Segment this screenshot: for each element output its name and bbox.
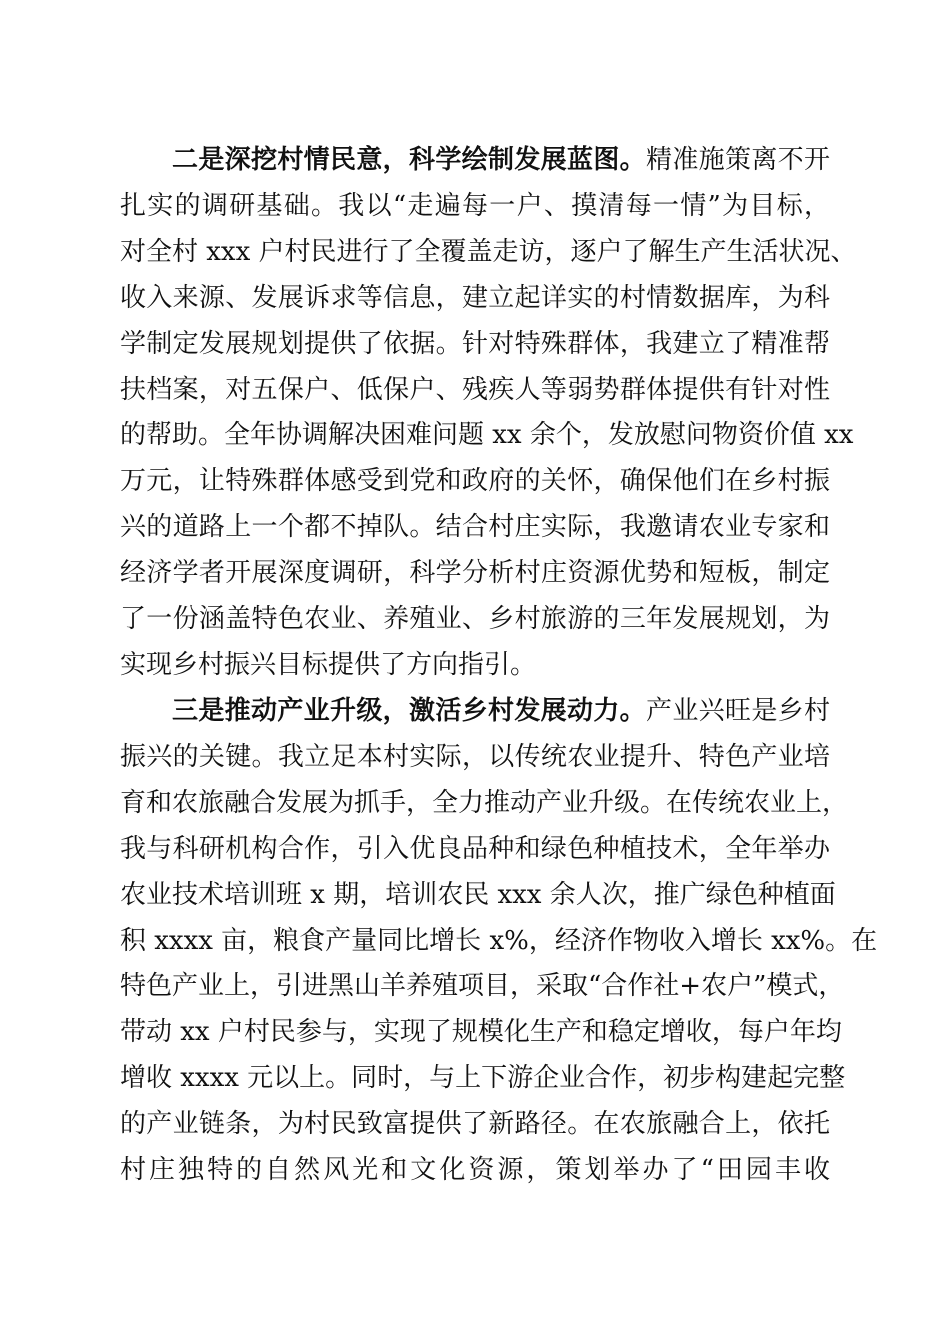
paragraph-2-line-6: 积 xxxx 亩，粮食产量同比增长 x%，经济作物收入增长 xx%。在 bbox=[120, 926, 878, 956]
paragraph-2-line-2: 振兴的关键。我立足本村实际，以传统农业提升、特色产业培 bbox=[120, 742, 830, 772]
paragraph-1-line-6: 扶档案，对五保户、低保户、残疾人等弱势群体提供有针对性 bbox=[120, 375, 830, 405]
paragraph-1-line-7: 的帮助。全年协调解决困难问题 xx 余个，发放慰问物资价值 xx bbox=[120, 420, 854, 450]
paragraph-1-lead: 二是深挖村情民意，科学绘制发展蓝图。 bbox=[172, 145, 646, 175]
paragraph-2-line-9: 增收 xxxx 元以上。同时，与上下游企业合作，初步构建起完整 bbox=[120, 1063, 846, 1093]
paragraph-1-line-4: 收入来源、发展诉求等信息，建立起详实的村情数据库，为科 bbox=[120, 283, 830, 313]
paragraph-2-line-8: 带动 xx 户村民参与，实现了规模化生产和稳定增收，每户年均 bbox=[120, 1017, 842, 1047]
paragraph-2-line-5: 农业技术培训班 x 期，培训农民 xxx 余人次，推广绿色种植面 bbox=[120, 880, 836, 910]
paragraph-2-line-4: 我与科研机构合作，引入优良品种和绿色种植技术，全年举办 bbox=[120, 834, 830, 864]
paragraph-1-line-9: 兴的道路上一个都不掉队。结合村庄实际，我邀请农业专家和 bbox=[120, 512, 830, 542]
paragraph-1-line-1 bbox=[172, 138, 830, 182]
paragraph-1-line-8: 万元，让特殊群体感受到党和政府的关怀，确保他们在乡村振 bbox=[120, 466, 830, 496]
paragraph-1-line-2: 扎实的调研基础。我以“走遍每一户、摸清每一情”为目标， bbox=[120, 191, 830, 221]
paragraph-1-line-1-text: 精准施策离不开 bbox=[645, 145, 830, 175]
paragraph-2-line-11: 村庄独特的自然风光和文化资源，策划举办了“田园丰收 bbox=[120, 1155, 830, 1185]
paragraph-2-line-10: 的产业链条，为村民致富提供了新路径。在农旅融合上，依托 bbox=[120, 1109, 830, 1139]
paragraph-1-line-12: 实现乡村振兴目标提供了方向指引。 bbox=[120, 650, 537, 680]
paragraph-1-line-3: 对全村 xxx 户村民进行了全覆盖走访，逐户了解生产生活状况、 bbox=[120, 237, 857, 267]
paragraph-2-line-1 bbox=[172, 689, 830, 733]
paragraph-2-line-1-text: 产业兴旺是乡村 bbox=[645, 696, 830, 726]
paragraph-2-lead: 三是推动产业升级，激活乡村发展动力。 bbox=[172, 696, 646, 726]
paragraph-1-line-11: 了一份涵盖特色农业、养殖业、乡村旅游的三年发展规划，为 bbox=[120, 604, 830, 634]
paragraph-1-line-5: 学制定发展规划提供了依据。针对特殊群体，我建立了精准帮 bbox=[120, 329, 830, 359]
paragraph-2-line-3: 育和农旅融合发展为抓手，全力推动产业升级。在传统农业上， bbox=[120, 788, 849, 818]
paragraph-2-line-7: 特色产业上，引进黑山羊养殖项目，采取“合作社+农户”模式， bbox=[120, 971, 845, 1001]
paragraph-1-line-10: 经济学者开展深度调研，科学分析村庄资源优势和短板，制定 bbox=[120, 558, 830, 588]
